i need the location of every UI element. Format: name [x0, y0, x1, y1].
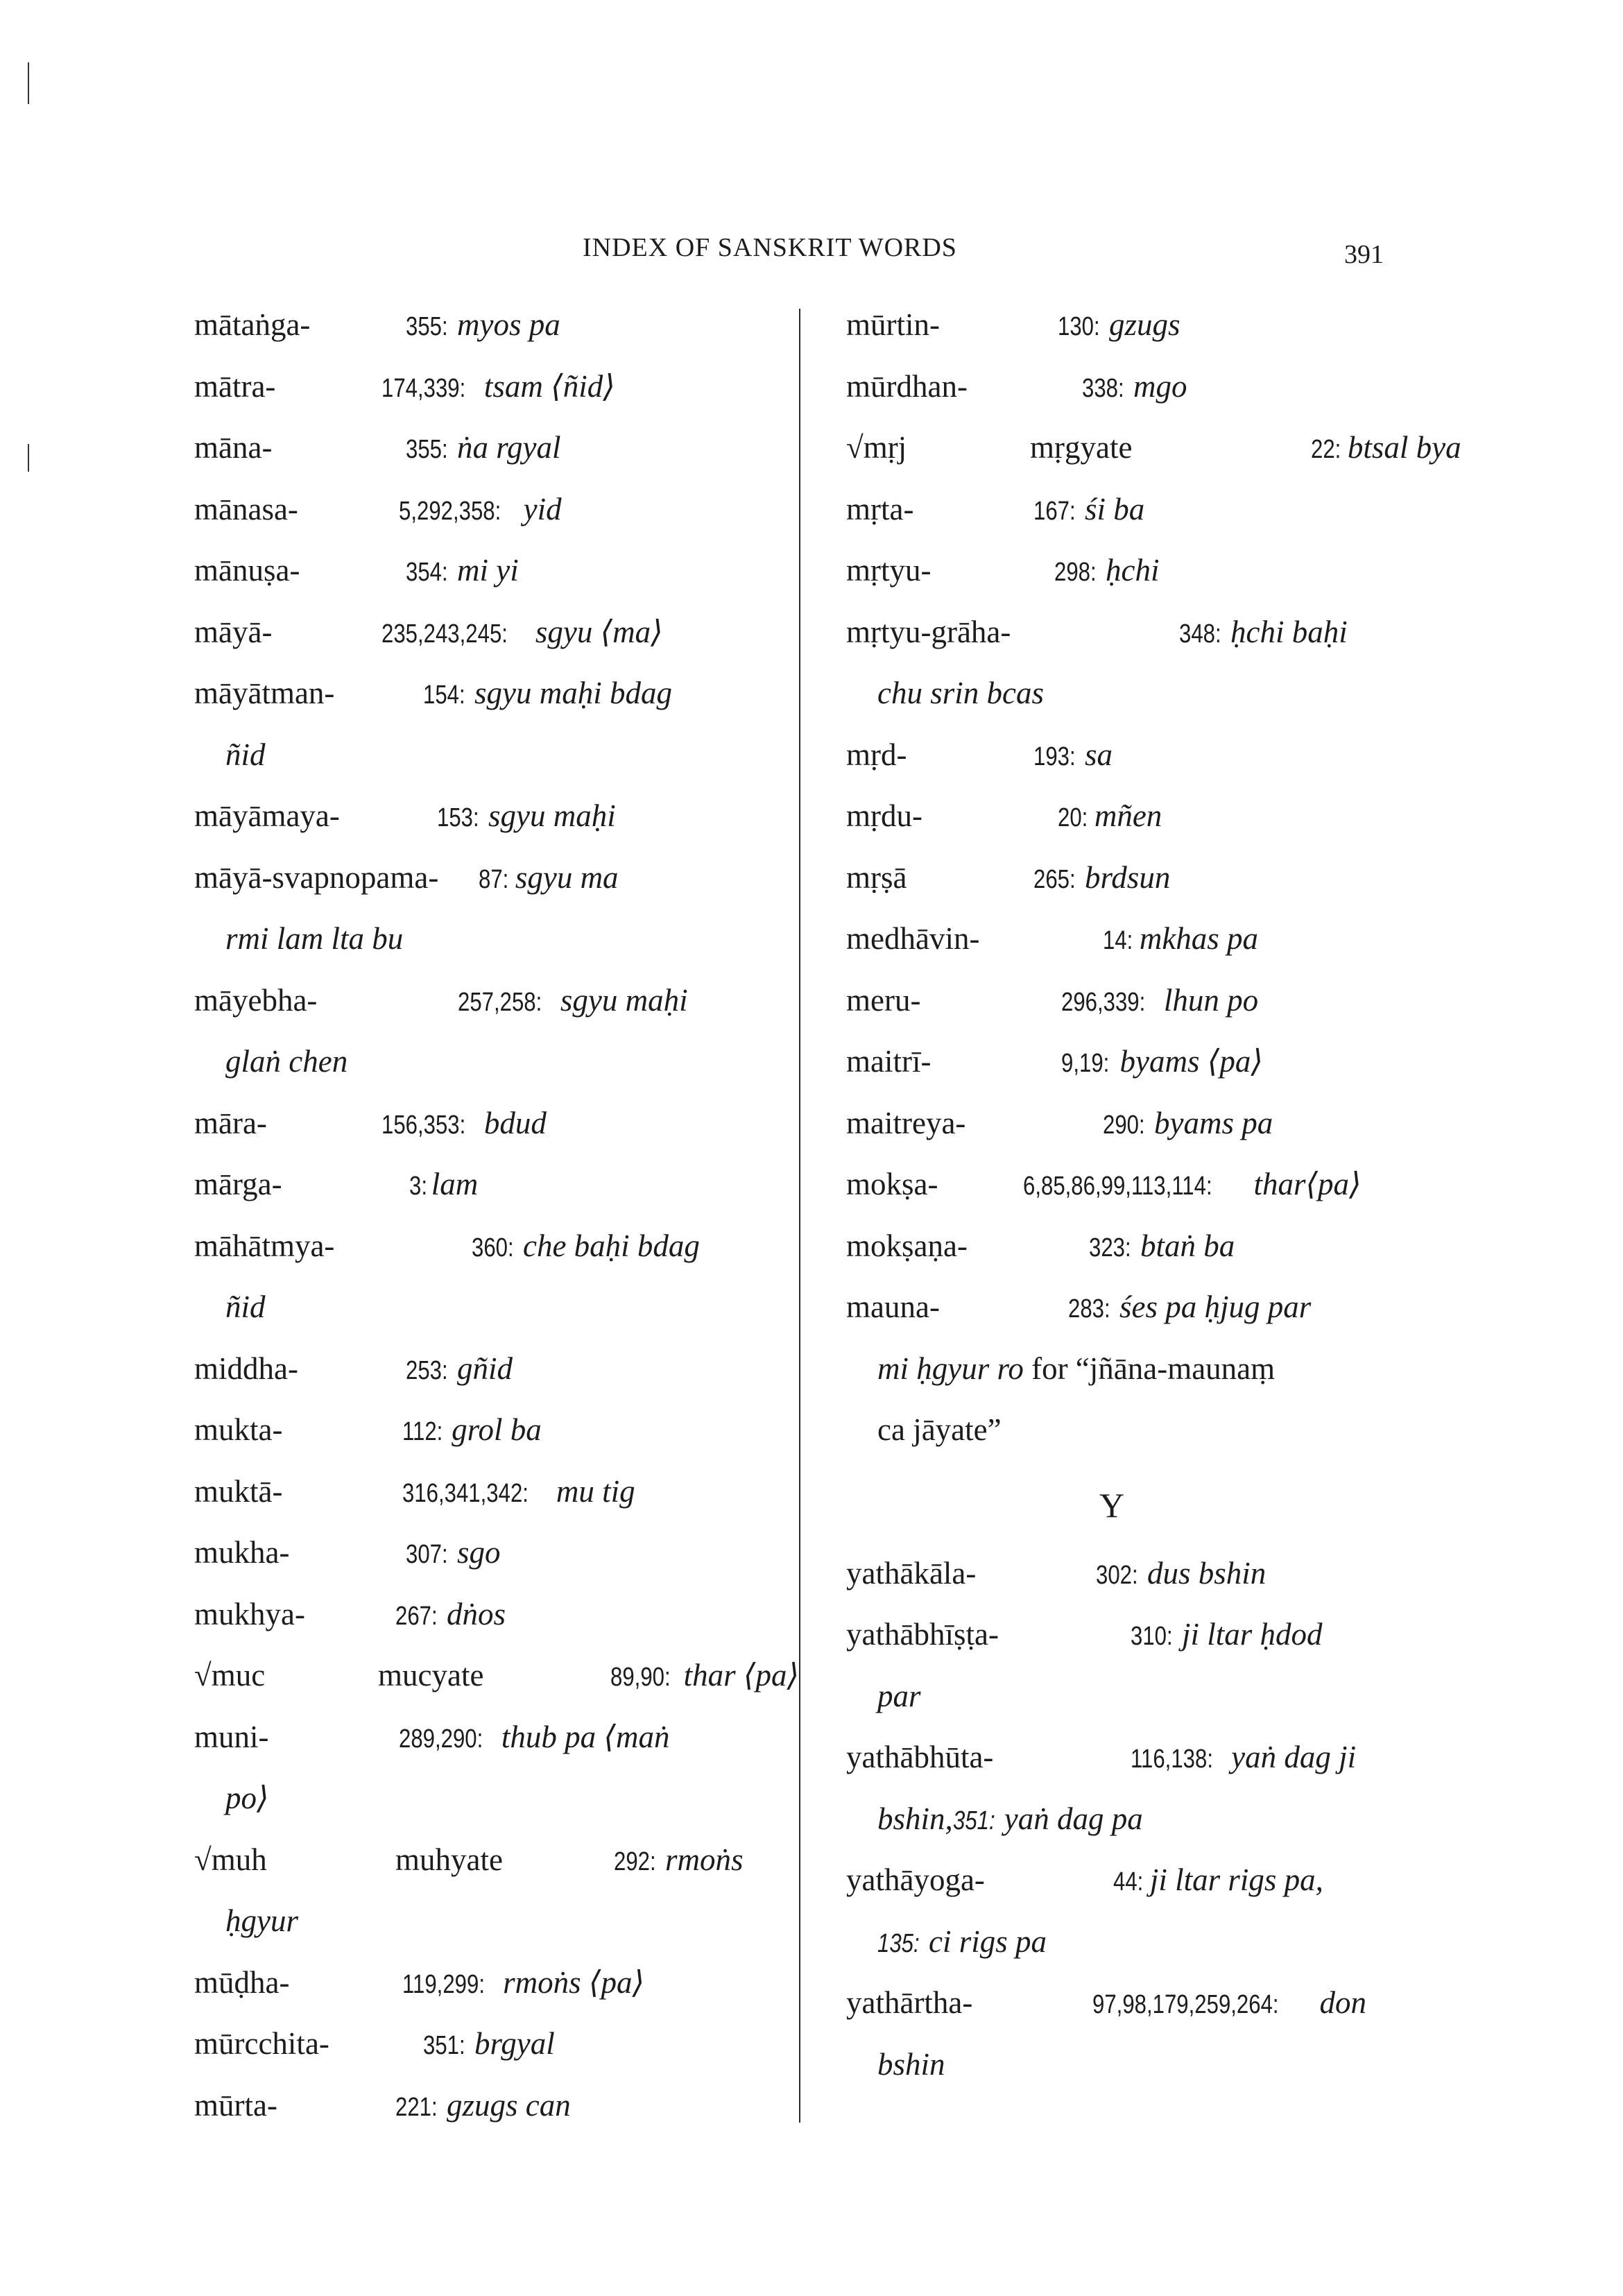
section-heading — [846, 1471, 1450, 1552]
index-entry — [194, 1777, 888, 1839]
page-reference: 355: — [406, 435, 448, 464]
headword: māyā-svapnopama- — [194, 859, 439, 895]
page-reference: 116,138: — [1131, 1745, 1213, 1774]
tibetan-equivalent: mñen — [1094, 798, 1162, 833]
definition — [614, 1839, 744, 1883]
headword: mūrdhan- — [846, 368, 968, 404]
index-entry — [194, 1900, 888, 1962]
index-entry — [194, 1839, 888, 1901]
headword: māyātman- — [194, 676, 335, 710]
headword: mūḍha- — [194, 1964, 290, 2000]
headword: muni- — [194, 1719, 269, 1754]
definition — [1103, 1102, 1273, 1146]
continuation-text: ca jāyate” — [877, 1412, 1002, 1447]
tibetan-equivalent: gñid — [456, 1351, 513, 1386]
page-reference: 97,98,179,259,264: — [1092, 1990, 1279, 2019]
page-reference: 5,292,358: — [399, 496, 501, 526]
page-reference: 193: — [1033, 742, 1076, 771]
tibetan-equivalent: ḥchi baḥi — [1230, 614, 1348, 649]
index-entry — [194, 611, 888, 673]
page-reference: 9,19: — [1061, 1049, 1110, 1078]
headword: mṛtyu- — [846, 553, 931, 588]
definition — [1131, 1613, 1323, 1657]
index-entry — [194, 918, 888, 979]
headword: middha- — [194, 1351, 298, 1386]
definition — [1103, 918, 1258, 961]
index-entry — [846, 1286, 1450, 1348]
page-reference: 296,339: — [1061, 987, 1146, 1017]
continuation-line — [225, 1777, 269, 1819]
index-entry — [194, 1593, 888, 1655]
page-number: 391 — [1344, 240, 1384, 269]
page-reference: 112: — [402, 1417, 443, 1446]
index-entry — [846, 1859, 1450, 1921]
column-divider — [799, 309, 800, 2123]
section-letter: Y — [1099, 1485, 1125, 1525]
tibetan-equivalent: che baḥi bdag — [522, 1228, 700, 1263]
headword: mṛta- — [846, 491, 914, 526]
headword: mānuṣa- — [194, 553, 300, 588]
index-entry — [846, 734, 1450, 796]
index-entry — [846, 795, 1450, 857]
headword: mātra- — [194, 368, 276, 404]
tibetan-equivalent: mkhas pa — [1139, 921, 1259, 956]
index-entry — [194, 857, 888, 918]
page-reference: 323: — [1089, 1233, 1131, 1262]
continuation-line — [877, 2044, 945, 2085]
tibetan-equivalent: bshin, — [877, 1801, 953, 1836]
continuation-line — [877, 1675, 921, 1717]
page-reference: 6,85,86,99,113,114: — [1023, 1172, 1212, 1201]
headword: māna- — [194, 430, 273, 465]
page-reference: 153: — [437, 803, 479, 832]
headword: māyā- — [194, 614, 273, 649]
definition — [1033, 488, 1144, 532]
index-entry — [846, 672, 1450, 734]
index-entry — [846, 1409, 1450, 1471]
tibetan-equivalent: mu tig — [556, 1473, 635, 1509]
definition — [1089, 1225, 1235, 1269]
index-entry — [846, 1040, 1450, 1102]
page-reference: 360: — [472, 1233, 514, 1262]
definition — [423, 2023, 555, 2066]
tibetan-equivalent: btaṅ ba — [1140, 1228, 1235, 1263]
headword: māyebha- — [194, 982, 318, 1018]
tibetan-equivalent: gzugs can — [446, 2087, 571, 2123]
index-entry — [194, 1040, 888, 1102]
margin-mark — [28, 62, 29, 104]
tibetan-equivalent: sgyu maḥi — [560, 982, 688, 1018]
continuation-line — [877, 1921, 1047, 1964]
tibetan-equivalent: chu srin bcas — [877, 676, 1044, 710]
index-entry — [194, 1348, 888, 1410]
headword: medhāvin- — [846, 921, 980, 956]
page-header — [0, 232, 1623, 274]
headword: mṛdu- — [846, 798, 922, 833]
index-entry — [846, 857, 1450, 918]
index-entry — [846, 918, 1450, 979]
definition — [423, 672, 672, 716]
tibetan-equivalent: thar⟨pa⟩ — [1253, 1167, 1362, 1201]
page-reference: 167: — [1033, 496, 1076, 526]
headword: mauna- — [846, 1290, 940, 1324]
tibetan-equivalent: brgyal — [474, 2026, 555, 2061]
page-reference: 351: — [423, 2031, 465, 2060]
headword: yathākāla- — [846, 1555, 977, 1591]
headword: √mṛj — [846, 430, 907, 465]
headword: meru- — [846, 982, 921, 1018]
index-entry — [846, 488, 1450, 550]
headword: yathābhīṣṭa- — [846, 1617, 999, 1652]
headword: mṛtyu-grāha- — [846, 614, 1011, 649]
margin-mark — [28, 444, 29, 472]
index-entry — [846, 366, 1450, 427]
page-reference: 348: — [1179, 619, 1221, 649]
index-entry — [194, 2023, 888, 2084]
definition — [1033, 857, 1170, 900]
index-entry — [194, 1102, 888, 1164]
index-entry — [194, 979, 888, 1041]
tibetan-equivalent: sa — [1084, 737, 1113, 772]
headword: yathābhūta- — [846, 1740, 994, 1774]
page-reference: 310: — [1131, 1622, 1173, 1651]
continuation-line — [877, 672, 1044, 714]
headword: māhātmya- — [194, 1228, 335, 1263]
tibetan-equivalent: ḥchi — [1105, 553, 1160, 588]
page-reference: 292: — [614, 1847, 656, 1876]
index-entry — [194, 2084, 888, 2146]
index-entry — [846, 304, 1450, 366]
tibetan-equivalent: rmoṅs — [664, 1842, 744, 1877]
definition — [406, 304, 560, 348]
definition — [479, 857, 619, 900]
tibetan-equivalent: mi yi — [456, 553, 519, 588]
index-entry — [846, 611, 1450, 673]
definition — [1033, 734, 1113, 778]
tibetan-equivalent: dus bshin — [1147, 1555, 1266, 1591]
index-entry — [846, 549, 1450, 611]
index-entry — [846, 1102, 1450, 1164]
tibetan-equivalent: ṅa rgyal — [456, 430, 561, 465]
headword: √muh — [194, 1842, 267, 1877]
headword: maitrī- — [846, 1044, 931, 1079]
right-column — [846, 304, 1461, 2105]
definition — [402, 1962, 644, 2005]
headword: mukha- — [194, 1535, 290, 1570]
page-reference: 156,353: — [381, 1110, 466, 1140]
definition — [402, 1409, 542, 1453]
verb-form: mṛgyate — [1030, 430, 1133, 465]
tibetan-equivalent: sgyu ⟨ma⟩ — [535, 614, 663, 649]
definition — [395, 2084, 571, 2128]
page-reference: 267: — [395, 1601, 438, 1631]
definition — [406, 1532, 500, 1575]
page-reference: 338: — [1082, 373, 1124, 403]
definition — [1023, 1163, 1362, 1207]
page-reference: 307: — [406, 1540, 448, 1569]
index-entry — [194, 672, 888, 734]
page-reference: 235,243,245: — [381, 619, 508, 649]
tibetan-equivalent: don — [1319, 1985, 1367, 2020]
tibetan-equivalent: ñid — [225, 737, 266, 772]
tibetan-equivalent: śes pa ḥjug par — [1119, 1290, 1312, 1324]
page-reference: 351: — [952, 1806, 995, 1835]
page-reference: 174,339: — [381, 373, 466, 403]
tibetan-equivalent: mi ḥgyur ro — [877, 1351, 1024, 1386]
tibetan-equivalent: bshin — [877, 2046, 945, 2082]
tibetan-equivalent: gzugs — [1108, 307, 1180, 342]
index-entry — [194, 1163, 888, 1225]
index-entry — [194, 1962, 888, 2023]
tibetan-equivalent: lam — [431, 1167, 479, 1201]
definition — [1131, 1736, 1356, 1780]
tibetan-equivalent: grol ba — [452, 1412, 542, 1447]
page-reference: 316,341,342: — [402, 1478, 529, 1508]
definition — [1082, 366, 1187, 409]
left-column — [194, 304, 888, 2145]
tibetan-equivalent: par — [877, 1678, 921, 1713]
definition — [1054, 549, 1159, 593]
definition — [1058, 795, 1162, 839]
page-reference: 44: — [1113, 1867, 1144, 1896]
definition — [610, 1654, 799, 1698]
definition — [472, 1225, 700, 1269]
index-entry — [846, 979, 1450, 1041]
tibetan-equivalent: bdud — [483, 1105, 547, 1140]
definition — [402, 1471, 635, 1514]
page-reference: 119,299: — [402, 1969, 485, 1999]
headword: mokṣaṇa- — [846, 1228, 968, 1263]
continuation-line — [225, 1040, 347, 1082]
headword: mātaṅga- — [194, 307, 311, 342]
continuation-line — [877, 1348, 1275, 1389]
page-reference: 354: — [406, 558, 448, 587]
page-reference: 87: — [479, 864, 509, 894]
tibetan-equivalent: rmoṅs ⟨pa⟩ — [503, 1964, 644, 2000]
tibetan-equivalent: ḥgyur — [225, 1903, 298, 1938]
tibetan-equivalent: thar ⟨pa⟩ — [683, 1658, 800, 1693]
index-entry — [194, 1471, 888, 1532]
index-entry — [194, 1225, 888, 1287]
tibetan-equivalent: ji ltar ḥdod — [1181, 1617, 1323, 1652]
definition — [1068, 1286, 1311, 1330]
tibetan-equivalent: mgo — [1133, 368, 1187, 404]
tibetan-equivalent: brdsun — [1084, 859, 1171, 895]
index-entry — [846, 1921, 1450, 1982]
tibetan-equivalent: myos pa — [456, 307, 560, 342]
index-entry — [846, 2044, 1450, 2105]
page-reference: 298: — [1054, 558, 1097, 587]
tibetan-equivalent: dṅos — [446, 1596, 506, 1631]
headword: √muc — [194, 1658, 266, 1693]
headword: yathārtha- — [846, 1985, 973, 2020]
continuation-line — [877, 1798, 1143, 1842]
index-entry — [846, 1348, 1450, 1410]
tibetan-equivalent: tsam ⟨ñid⟩ — [483, 368, 615, 404]
page-reference: 283: — [1068, 1294, 1110, 1323]
page-reference: 89,90: — [610, 1663, 671, 1692]
tibetan-equivalent: ñid — [225, 1290, 266, 1324]
page-reference: 221: — [395, 2092, 438, 2122]
tibetan-equivalent: śi ba — [1084, 491, 1145, 526]
tibetan-equivalent: ji ltar rigs pa, — [1149, 1862, 1323, 1897]
continuation-line — [225, 1900, 298, 1942]
index-entry — [846, 1736, 1450, 1798]
tibetan-equivalent: po⟩ — [225, 1781, 269, 1815]
tibetan-equivalent: rmi lam lta bu — [225, 921, 404, 956]
page-reference: 14: — [1103, 926, 1133, 955]
index-entry — [846, 1552, 1450, 1614]
page-reference: 265: — [1033, 864, 1076, 894]
index-entry — [194, 795, 888, 857]
index-entry — [194, 304, 888, 366]
page-reference: 20: — [1058, 803, 1088, 832]
continuation-line — [225, 734, 266, 776]
headword: māyāmaya- — [194, 798, 340, 833]
definition — [409, 1163, 478, 1207]
running-title: INDEX OF SANSKRIT WORDS — [583, 233, 957, 262]
page-reference: 130: — [1058, 312, 1100, 341]
headword: yathāyoga- — [846, 1862, 985, 1897]
headword: mūrta- — [194, 2087, 277, 2123]
tibetan-equivalent: glaṅ chen — [225, 1044, 348, 1079]
definition — [381, 611, 663, 655]
page-reference: 3: — [409, 1172, 427, 1201]
definition — [1061, 979, 1258, 1023]
page-reference: 135: — [877, 1928, 920, 1958]
tibetan-equivalent: sgyu ma — [515, 859, 619, 895]
definition — [1096, 1552, 1266, 1596]
index-entry — [194, 1716, 888, 1778]
headword: mokṣa- — [846, 1167, 938, 1201]
index-entry — [846, 1798, 1450, 1860]
index-entry — [846, 1675, 1450, 1737]
headword: mānasa- — [194, 491, 298, 526]
index-entry — [846, 427, 1461, 488]
definition — [395, 1593, 506, 1637]
note-text: for “jñāna-maunaṃ — [1023, 1351, 1276, 1386]
headword: mukhya- — [194, 1596, 305, 1631]
continuation-line — [225, 918, 403, 959]
definition — [1061, 1040, 1263, 1084]
definition — [1092, 1982, 1366, 2025]
index-entry — [846, 1163, 1450, 1225]
definition — [406, 427, 561, 470]
index-entry — [846, 1613, 1450, 1675]
definition — [381, 366, 615, 409]
index-entry — [194, 488, 888, 550]
page-reference: 355: — [406, 312, 448, 341]
tibetan-equivalent: ci rigs pa — [928, 1924, 1047, 1959]
index-entry — [194, 366, 888, 427]
index-entry — [194, 1409, 888, 1471]
definition — [406, 1348, 513, 1391]
definition — [1311, 427, 1461, 470]
tibetan-equivalent: sgyu maḥi — [488, 798, 616, 833]
tibetan-equivalent: lhun po — [1163, 982, 1259, 1018]
definition — [406, 549, 519, 593]
definition — [437, 795, 616, 839]
tibetan-equivalent: byams pa — [1153, 1105, 1273, 1140]
headword: mārga- — [194, 1167, 282, 1201]
headword: māra- — [194, 1105, 267, 1140]
verb-form: mucyate — [378, 1658, 484, 1693]
index-entry — [194, 1532, 888, 1593]
definition — [381, 1102, 547, 1146]
page-reference: 253: — [406, 1355, 448, 1385]
tibetan-equivalent: byams ⟨pa⟩ — [1119, 1044, 1263, 1079]
page-reference: 289,290: — [399, 1724, 483, 1754]
tibetan-equivalent: sgo — [456, 1535, 501, 1570]
definition — [458, 979, 688, 1023]
tibetan-equivalent: thub pa ⟨maṅ — [501, 1719, 670, 1754]
tibetan-equivalent: yaṅ dag ji — [1231, 1740, 1357, 1774]
index-entry — [194, 1286, 888, 1348]
definition — [1058, 304, 1180, 348]
headword: mūrcchita- — [194, 2026, 329, 2061]
page-reference: 302: — [1096, 1560, 1138, 1590]
tibetan-equivalent: sgyu maḥi bdag — [474, 676, 672, 710]
index-entry — [194, 549, 888, 611]
headword: maitreya- — [846, 1105, 966, 1140]
page-reference: 22: — [1311, 435, 1341, 464]
page-reference: 257,258: — [458, 987, 542, 1017]
headword: mṛṣā — [846, 859, 907, 895]
tibetan-equivalent: yaṅ dag pa — [1004, 1801, 1143, 1836]
tibetan-equivalent: yid — [523, 491, 562, 526]
tibetan-equivalent: btsal bya — [1347, 430, 1461, 465]
verb-form: muhyate — [395, 1842, 503, 1877]
headword: mūrtin- — [846, 307, 940, 342]
index-entry — [846, 1982, 1450, 2044]
index-entry — [194, 427, 888, 488]
page-reference: 290: — [1103, 1110, 1145, 1140]
definition — [399, 488, 562, 532]
index-entry — [846, 1225, 1450, 1287]
definition — [1179, 611, 1348, 655]
definition — [399, 1716, 669, 1760]
page-reference: 154: — [423, 680, 465, 710]
headword: muktā- — [194, 1473, 283, 1509]
continuation-line — [225, 1286, 266, 1328]
index-entry — [194, 734, 888, 796]
headword: mukta- — [194, 1412, 283, 1447]
index-entry — [194, 1654, 888, 1716]
headword: mṛd- — [846, 737, 907, 772]
definition — [1113, 1859, 1323, 1903]
